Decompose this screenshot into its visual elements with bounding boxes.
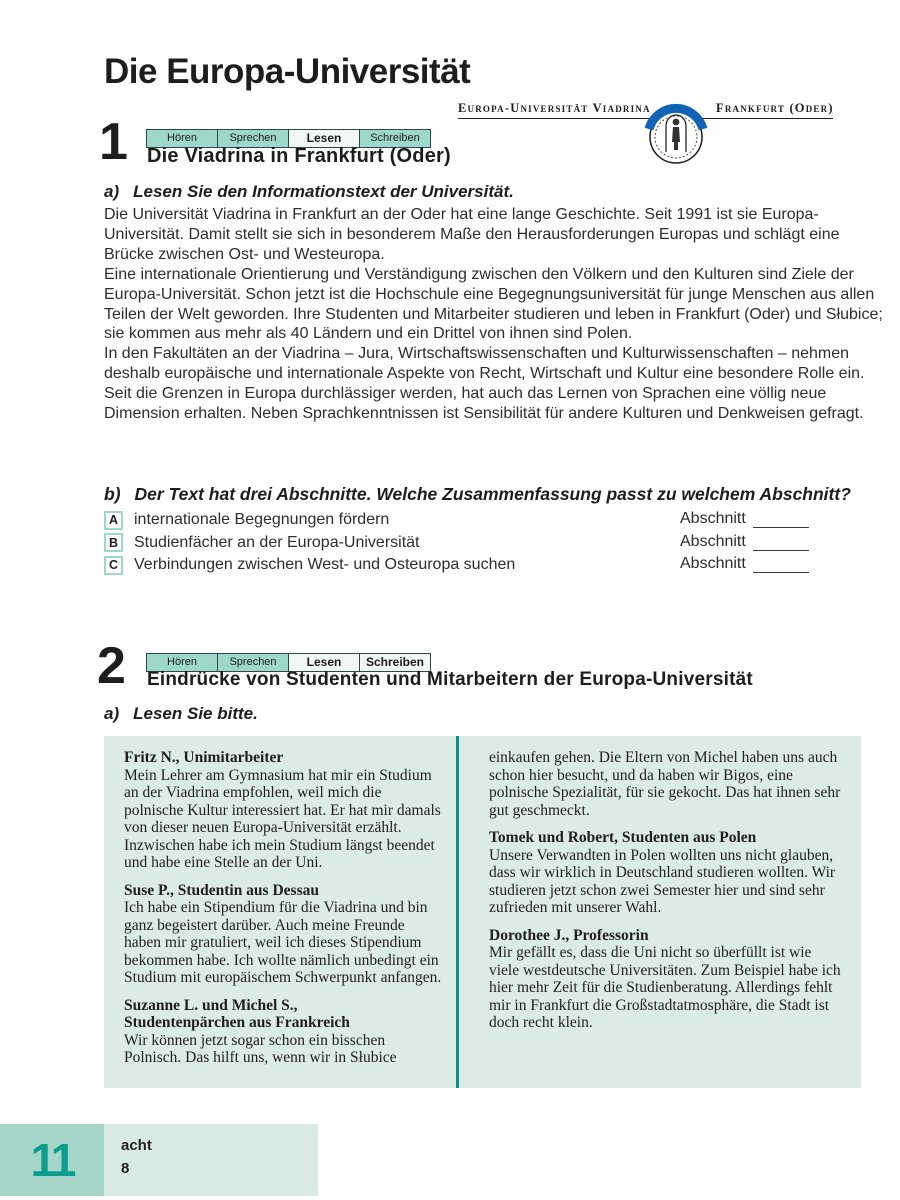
tab-lesen[interactable]: Lesen — [288, 653, 360, 672]
quote-text: Mein Lehrer am Gymnasium hat mir ein Studium an der Viadrina empfohlen, weil mich die polnische Kultur interessiert hat. Er hat mir damals von dieser neuen Europa-Universität erzählt. Inzwischen habe ich mein Studium längst beendet und habe eine Stelle an der Uni. — [124, 766, 441, 871]
logo-text-right: Frankfurt (Oder) — [716, 101, 834, 115]
matching-row-c — [104, 554, 879, 577]
abschnitt-blank-a[interactable] — [753, 512, 809, 528]
letter-box-c: C — [104, 556, 123, 575]
quote-text: Unsere Verwandten in Polen wollten uns nicht glauben, dass wir wirklich in Deutschland studieren wollten. Wir studieren jetzt schon zwei Semester hier und sind sehr zufrieden mit unserer Wahl. — [489, 846, 836, 916]
quote-text: Mir gefällt es, dass die Uni nicht so überfüllt ist wie viele westdeutsche Universitäten. Zum Beispiel habe ich hier mehr Zeit für die Studienberatung. Allerdings fehlt mir in Frankfurt die Großstadtatmosphäre, die Stadt ist doch recht klein. — [489, 944, 841, 1031]
section-2-number: 2 — [97, 637, 123, 695]
tab-schreiben[interactable]: Schreiben — [359, 653, 431, 672]
quote-name: Dorothee J., Professorin — [489, 926, 649, 944]
footer-unit-block — [0, 1124, 104, 1196]
matching-text-c: Verbindungen zwischen West- und Osteuropa suchen — [134, 556, 516, 574]
quotes-column-left — [124, 749, 442, 1077]
reading-paragraph-2: Eine internationale Orientierung und Verständigung zwischen den Völkern und den Kulturen sind Ziele der Europa-Universität. Schon jetzt ist die Hochschule eine Begegnungsuniversität für junge Menschen aus allen Teilen der Welt geworden. Ihre Studenten und Mitarbeiter studieren und leben in Frankfurt (Oder) und Słubice; sie kommen aus mehr als 40 Ländern und ein Drittel von ihnen sind Polen. — [104, 265, 883, 343]
quote-dorothee — [489, 927, 841, 1032]
matching-text-a: internationale Begegnungen fördern — [134, 511, 390, 529]
quote-continuation — [489, 749, 841, 819]
task-1a — [104, 182, 514, 202]
page-title: Die Europa-Universität — [104, 52, 471, 91]
task-2a-text: Lesen Sie bitte. — [133, 704, 258, 723]
task-1a-text: Lesen Sie den Informationstext der Universität. — [133, 182, 514, 201]
quote-name: Suse P., Studentin aus Dessau — [124, 881, 319, 899]
quote-text: einkaufen gehen. Die Eltern von Michel haben uns auch schon hier besucht, und da haben wir Bigos, eine polnische Spezialität, für sie gekocht. Das hat ihnen sehr gut geschmeckt. — [489, 749, 841, 819]
tab-hoeren[interactable]: Hören — [146, 653, 218, 672]
footer-page-block — [104, 1124, 318, 1196]
matching-exercise — [104, 509, 879, 577]
unit-number: 11 — [30, 1134, 74, 1186]
student-quotes-box — [104, 736, 861, 1088]
matching-text-b: Studienfächer an der Europa-Universität — [134, 533, 420, 551]
matching-row-b — [104, 532, 879, 555]
university-seal-icon — [643, 92, 709, 166]
reading-paragraph-1: Die Universität Viadrina in Frankfurt an der Oder hat eine lange Geschichte. Seit 1991 ist sie Europa-Universität. Damit stellt sie sich in besonderem Maße den Herausforderungen Europas und schlägt eine Brücke zwischen Ost- und Westeuropa. — [104, 206, 840, 263]
task-1a-prefix: a) — [104, 182, 120, 201]
letter-box-a: A — [104, 511, 123, 530]
matching-row-a — [104, 509, 879, 532]
letter-box-b: B — [104, 533, 123, 552]
abschnitt-answer-b — [680, 533, 809, 551]
quotes-column-right — [489, 749, 841, 1042]
task-1b-text: Der Text hat drei Abschnitte. Welche Zusammenfassung passt zu welchem Abschnitt? — [134, 484, 851, 504]
section-1-heading: Die Viadrina in Frankfurt (Oder) — [147, 145, 451, 167]
column-divider — [456, 736, 459, 1088]
reading-text — [104, 205, 886, 424]
abschnitt-label-c: Abschnitt — [680, 555, 746, 572]
tab-sprechen[interactable]: Sprechen — [217, 653, 289, 672]
quote-name: Fritz N., Unimitarbeiter — [124, 749, 284, 766]
quote-tomek-robert — [489, 829, 841, 917]
quote-text: Ich habe ein Stipendium für die Viadrina und bin ganz begeistert darüber. Auch meine Freunde haben mir gratuliert, weil ich dieses Stipendium bekommen habe. Ich wollte nämlich unbedingt ein Studium mit europäischem Schwerpunkt anfangen. — [124, 899, 442, 986]
reading-paragraph-3: In den Fakultäten an der Viadrina – Jura, Wirtschaftswissenschaften und Kulturwissenschaften – nehmen deshalb europäische und internationale Aspekte von Recht, Wirtschaft und Kultur eine besondere Rolle ein. Seit die Grenzen in Europa durchlässiger werden, hat auch das Lernen von Sprachen eine völlig neue Dimension erhalten. Neben Sprachkenntnissen ist Sensibilität für andere Kulturen und Denkweisen gefragt. — [104, 345, 865, 423]
abschnitt-answer-c — [680, 555, 809, 573]
task-1b — [104, 484, 851, 505]
abschnitt-label-a: Abschnitt — [680, 510, 746, 527]
quote-name: Suzanne L. und Michel S., — [124, 996, 298, 1014]
logo-text-left: Europa-Universität Viadrina — [458, 101, 651, 115]
quote-name: Tomek und Robert, Studenten aus Polen — [489, 829, 757, 846]
page-number-word: acht — [121, 1137, 152, 1154]
page-number: 8 — [121, 1160, 130, 1177]
quote-fritz — [124, 749, 442, 872]
abschnitt-label-b: Abschnitt — [680, 532, 746, 550]
section-2-heading: Eindrücke von Studenten und Mitarbeitern der Europa-Universität — [147, 669, 753, 690]
tab-hoeren[interactable]: Hören — [146, 129, 218, 148]
task-1b-prefix: b) — [104, 484, 121, 504]
abschnitt-answer-a — [680, 510, 809, 528]
task-2a — [104, 704, 258, 724]
task-2a-prefix: a) — [104, 704, 120, 723]
tab-sprechen[interactable]: Sprechen — [217, 129, 289, 148]
abschnitt-blank-c[interactable] — [753, 557, 809, 573]
quote-name-line-2: Studentenpärchen aus Frankreich — [124, 1014, 350, 1031]
abschnitt-blank-b[interactable] — [753, 535, 809, 551]
quote-suse — [124, 882, 442, 987]
tab-lesen[interactable]: Lesen — [288, 129, 360, 148]
tab-schreiben[interactable]: Schreiben — [359, 129, 431, 148]
quote-text: Wir können jetzt sogar schon ein bisschen Polnisch. Das hilft uns, wenn wir in Słubice — [124, 1031, 397, 1066]
quote-suzanne-michel — [124, 997, 442, 1067]
section-1-number: 1 — [99, 113, 125, 171]
